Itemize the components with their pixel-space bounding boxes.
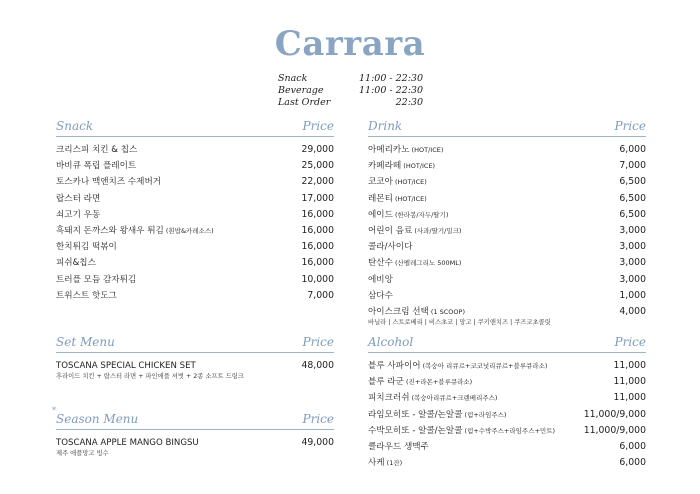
- menu-item: [368, 374, 646, 390]
- item-name: 수박모히또 - 알콜/논알콜 (럼+수박주스+라임주스+민트): [368, 425, 556, 436]
- item-note: (1잔): [384, 459, 403, 468]
- item-price: 6,000: [619, 457, 646, 469]
- item-price: 11,000: [613, 392, 646, 404]
- item-name: 토스카나 맥앤치즈 수제버거: [56, 177, 162, 188]
- item-price: 16,000: [301, 257, 334, 269]
- item-name: 블루 사파이어 (복숭아 리큐르+코코넛리큐르+블루큐라소): [368, 361, 548, 371]
- menu-item: [368, 191, 646, 207]
- item-price: 3,000: [619, 257, 646, 269]
- snack-header: [56, 118, 334, 137]
- menu-item: [56, 239, 334, 255]
- item-note: (복숭아리큐르+크랜베리주스): [409, 394, 498, 403]
- menu-item: [368, 174, 646, 190]
- menu-item: [368, 304, 646, 320]
- menu-item: [368, 455, 646, 471]
- price-column-label: Price: [614, 335, 646, 349]
- item-name: 크리스피 치킨 & 칩스: [56, 145, 138, 155]
- menu-item: [56, 142, 334, 158]
- alcohol-header: [368, 334, 646, 353]
- item-price: 7,000: [619, 160, 646, 172]
- season-menu-header: [52, 406, 334, 430]
- menu-item: [368, 272, 646, 288]
- item-note: (흰밥&카레소스): [163, 226, 214, 235]
- drink-section: [368, 118, 646, 328]
- hours-row: [278, 73, 423, 85]
- alcohol-section: [368, 334, 646, 471]
- item-note: (HOT/ICE): [392, 178, 427, 187]
- item-price: 1,000: [619, 289, 646, 301]
- item-description: 후라이드 치킨 + 랍스터 라면 + 파인애플 셔벗 + 2종 소프트 드링크: [56, 373, 244, 381]
- item-price: 25,000: [301, 160, 334, 172]
- menu-item: [368, 358, 646, 374]
- item-name: 랍스터 라면: [56, 193, 101, 204]
- item-note: (산펠레그리노 500ML): [392, 259, 462, 268]
- item-price: 11,000: [613, 360, 646, 371]
- menu-item: [56, 207, 334, 223]
- snack-section: [56, 118, 334, 304]
- item-price: 17,000: [301, 192, 334, 204]
- item-name: 클라우드 생맥주: [368, 441, 429, 452]
- item-note: (한라봉/자두/딸기): [392, 210, 449, 219]
- item-name: 콜라/사이다: [368, 242, 413, 253]
- set-menu-header: [56, 334, 334, 353]
- asterisk-mark: *: [52, 406, 56, 415]
- item-price: 10,000: [301, 273, 334, 285]
- drink-list: [368, 137, 646, 320]
- item-name: 카페라떼 (HOT/ICE): [368, 161, 436, 172]
- item-name: 탄산수 (산펠레그리노 500ML): [368, 258, 462, 269]
- item-price: 3,000: [619, 273, 646, 285]
- menu-item: [56, 158, 334, 174]
- item-name: 한치튀김 떡볶이: [56, 242, 117, 253]
- item-name: 쇠고기 우동: [56, 209, 101, 220]
- menu-item: [368, 255, 646, 271]
- menu-item: [56, 223, 334, 239]
- menu-item: [56, 435, 334, 451]
- item-name: 에이드 (한라봉/자두/딸기): [368, 209, 449, 220]
- section-title: Season Menu: [56, 412, 139, 426]
- price-column-label: Price: [302, 412, 334, 426]
- item-note: (HOT/ICE): [401, 162, 436, 171]
- item-price: 6,000: [619, 440, 646, 452]
- item-price: 29,000: [301, 144, 334, 155]
- price-column-label: Price: [302, 335, 334, 349]
- season-menu-section: [52, 406, 334, 459]
- section-title: Snack: [56, 119, 94, 133]
- price-column-label: Price: [302, 119, 334, 133]
- hours-time: 22:30: [395, 97, 423, 108]
- menu-item: [368, 239, 646, 255]
- item-price: 11,000/9,000: [583, 408, 646, 420]
- menu-item: [56, 174, 334, 190]
- item-price: 11,000: [613, 376, 646, 388]
- item-name: TOSCANA APPLE MANGO BINGSU: [56, 438, 199, 448]
- item-price: 16,000: [301, 241, 334, 253]
- item-name: 아메리카노 (HOT/ICE): [368, 145, 444, 155]
- menu-item: [56, 191, 334, 207]
- item-name: 바비큐 폭립 플레이트: [56, 161, 137, 172]
- item-price: 6,500: [619, 192, 646, 204]
- hours-label: Snack: [278, 73, 308, 84]
- item-price: 3,000: [619, 241, 646, 253]
- snack-list: [56, 137, 334, 304]
- hours-label: Last Order: [278, 97, 331, 108]
- alcohol-list: [368, 353, 646, 471]
- drink-header: [368, 118, 646, 137]
- item-price: 16,000: [301, 208, 334, 220]
- menu-item: [368, 390, 646, 406]
- menu-item: [368, 407, 646, 423]
- item-note: (진+라몬+블루큐라소): [403, 378, 473, 387]
- menu-item: [368, 223, 646, 239]
- item-note: (HOT/ICE): [392, 194, 427, 203]
- menu-item: [56, 288, 334, 304]
- item-name: 트러플 모듬 감자튀김: [56, 274, 137, 285]
- item-name: 어린이 음료 (사과/딸기/밀크): [368, 225, 462, 236]
- item-description: 제주 애플망고 빙수: [56, 450, 109, 458]
- opening-hours: [278, 73, 423, 109]
- item-note: (HOT/ICE): [409, 146, 444, 154]
- item-name: 에비앙: [368, 274, 393, 285]
- item-name: 삼다수: [368, 290, 393, 301]
- price-column-label: Price: [614, 119, 646, 133]
- section-title: Drink: [368, 119, 403, 133]
- item-name: 트위스트 핫도그: [56, 290, 117, 301]
- menu-item: [56, 255, 334, 271]
- item-price: 49,000: [301, 437, 334, 448]
- item-price: 48,000: [301, 360, 334, 371]
- item-name: 라임모히또 - 알콜/논알콜 (럼+라임주스): [368, 409, 507, 420]
- item-name: 레몬티 (HOT/ICE): [368, 193, 427, 204]
- item-price: 22,000: [301, 176, 334, 188]
- item-name: 피쉬&칩스: [56, 258, 96, 269]
- item-price: 11,000/9,000: [583, 424, 646, 436]
- menu-item: [368, 288, 646, 304]
- set-menu-list: [56, 353, 334, 382]
- hours-row: [278, 97, 423, 109]
- item-price: 6,000: [619, 144, 646, 155]
- menu-item: [368, 439, 646, 455]
- item-name: 피치크러쉬 (복숭아리큐르+크랜베리주스): [368, 393, 498, 404]
- item-note: (럼+라임주스): [462, 410, 507, 419]
- item-name: 사케 (1잔): [368, 458, 403, 469]
- item-note: (복숭아 리큐르+코코넛리큐르+블루큐라소): [420, 362, 548, 370]
- menu-item: [56, 358, 334, 374]
- menu-item: [56, 272, 334, 288]
- item-price: 6,500: [619, 176, 646, 188]
- item-price: 7,000: [307, 289, 334, 301]
- item-price: 4,000: [619, 305, 646, 317]
- item-name: 코코아 (HOT/ICE): [368, 177, 427, 188]
- section-title: Alcohol: [368, 335, 414, 349]
- hours-label: Beverage: [278, 85, 324, 96]
- item-name: 아이스크림 선택 (1 SCOOP): [368, 306, 465, 317]
- menu-item: [368, 142, 646, 158]
- item-note: (1 SCOOP): [428, 307, 465, 316]
- hours-row: [278, 85, 423, 97]
- restaurant-title: Carrara: [274, 24, 426, 64]
- item-name: TOSCANA SPECIAL CHICKEN SET: [56, 361, 196, 371]
- season-menu-list: [56, 430, 334, 459]
- item-name: 흑돼지 돈까스와 왕새우 튀김 (흰밥&카레소스): [56, 225, 214, 236]
- hours-time: 11:00 - 22:30: [358, 85, 423, 96]
- menu-item: [368, 207, 646, 223]
- item-price: 6,500: [619, 208, 646, 220]
- item-note: (럼+수박주스+라임주스+민트): [462, 426, 556, 435]
- item-note: (사과/딸기/밀크): [412, 226, 462, 235]
- item-name: 블루 라군 (진+라몬+블루큐라소): [368, 377, 473, 388]
- menu-item: [368, 423, 646, 439]
- item-price: 16,000: [301, 224, 334, 236]
- item-price: 3,000: [619, 224, 646, 236]
- section-title: Set Menu: [56, 335, 115, 349]
- set-menu-section: [56, 334, 334, 382]
- hours-time: 11:00 - 22:30: [358, 73, 423, 84]
- icecream-flavors: 바닐라 | 스트로베리 | 비스초코 | 망고 | 쿠키앤치즈 | 쿠즈코초콜릿: [368, 319, 551, 327]
- menu-item: [368, 158, 646, 174]
